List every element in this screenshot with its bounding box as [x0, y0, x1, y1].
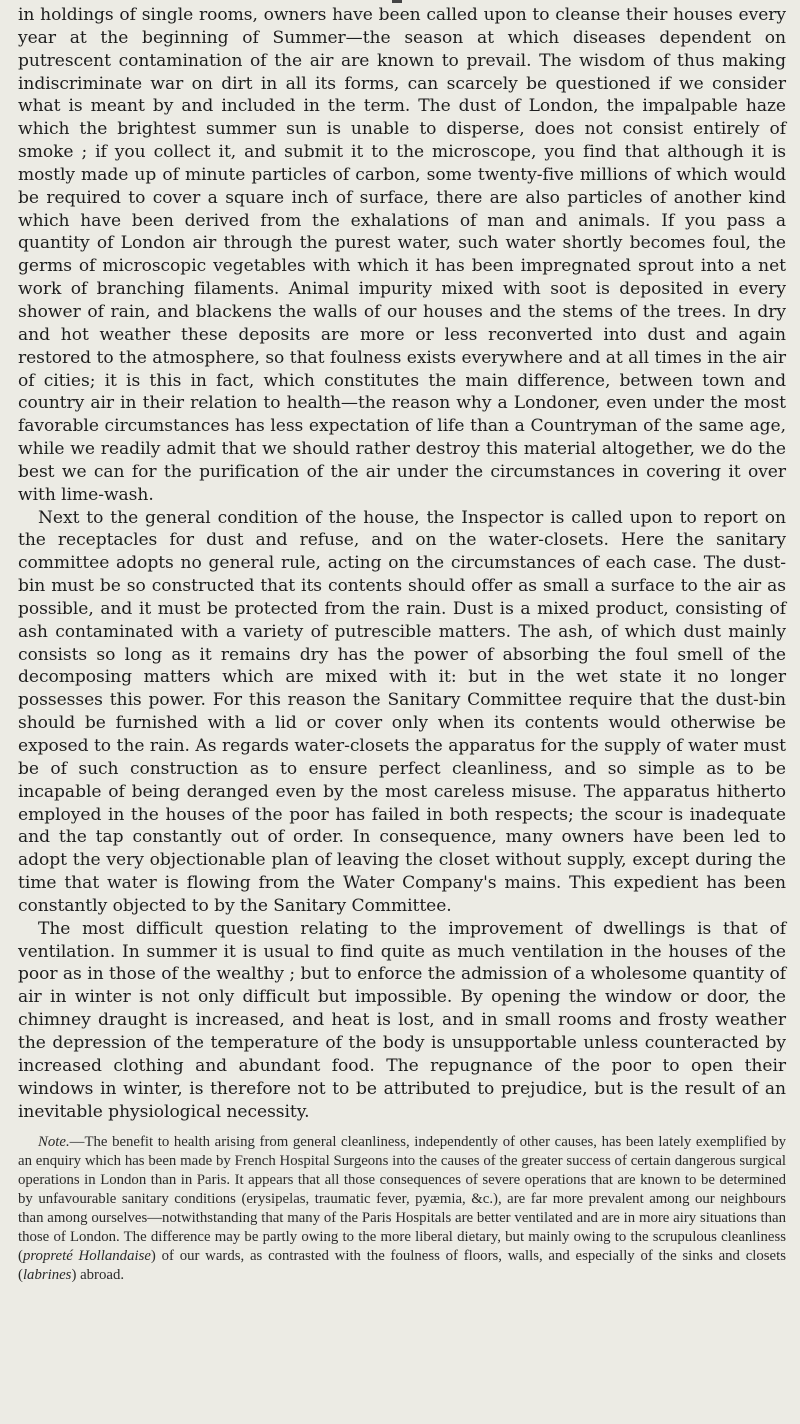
footnote-text-1: —The benefit to health arising from general cleanliness, independently of other causes, has been lately exemplified by an enquiry which has been made by French Hospital Surgeons into the causes of the greater success of certain dangerous surgical operations in London than in Paris. It appears that all those consequences of severe operations that are known to be determined by unfavourable sanitary conditions (erysipelas, traumatic fever, pyæmia, &c.), are far more prevalent among our neighbours than among ourselves—notwithstanding that many of the Paris Hospitals are better ventilated and are in more airy situations than those of London. The difference may be partly owing to the more liberal dietary, but mainly owing to the scrupulous cleanliness ( — [18, 1134, 786, 1265]
footnote — [18, 1133, 786, 1285]
page-top-mark — [392, 0, 402, 3]
footnote-text-2: ) of our wards, as contrasted with the foulness of floors, walls, and especially of the sinks and closets ( — [18, 1248, 786, 1284]
paragraph-dust-of-london: in holdings of single rooms, owners have been called upon to cleanse their houses every year at the beginning of Summer—the season at which diseases dependent on putrescent contamination of the air are known to prevail. The wisdom of thus making indiscriminate war on dirt in all its forms, can scarcely be questioned if we consider what is meant by and included in the term. The dust of London, the impalpable haze which the brightest summer sun is unable to disperse, does not consist entirely of smoke ; if you collect it, and submit it to the microscope, you find that although it is mostly made up of minute particles of carbon, some twenty-five millions of which would be required to cover a square inch of surface, there are also particles of another kind which have been derived from the exhalations of man and animals. If you pass a quantity of London air through the purest water, such water shortly becomes foul, the germs of microscopic vegetables with which it has been impregnated sprout into a net work of branching filaments. Animal impurity mixed with soot is deposited in every shower of rain, and blackens the walls of our houses and the stems of the trees. In dry and hot weather these deposits are more or less reconverted into dust and again restored to the atmosphere, so that foulness exists everywhere and at all times in the air of cities; it is this in fact, which constitutes the main difference, between town and country air in their relation to health—the reason why a Londoner, even under the most favorable circumstances has less expectation of life than a Countryman of the same age, while we readily admit that we should rather destroy this material altogether, we do the best we can for the purification of the air under the circumstances in covering it over with lime-wash. — [18, 5, 786, 505]
footnote-text-3: ) abroad. — [71, 1267, 125, 1284]
paragraph-dust-bins-closets: Next to the general condition of the house, the Inspector is called upon to report on the receptacles for dust and refuse, and on the water-closets. Here the sanitary committee adopts no general rule, acting on the circumstances of each case. The dust-bin must be so constructed that its contents should offer as small a surface to the air as possible, and it must be protected from the rain. Dust is a mixed product, consisting of ash contaminated with a variety of putrescible matters. The ash, of which dust mainly consists so long as it remains dry has the power of absorbing the foul smell of the decomposing matters which are mixed with it: but in the wet state it no longer possesses this power. For this reason the Sanitary Committee require that the dust-bin should be furnished with a lid or cover only when its contents would otherwise be exposed to the rain. As regards water-closets the apparatus for the supply of water must be of such construction as to ensure perfect cleanliness, and so simple as to be incapable of being deranged even by the most careless misuse. The apparatus hitherto employed in the houses of the poor has failed in both respects; the scour is inadequate and the tap constantly out of order. In consequence, many owners have been led to adopt the very objectionable plan of leaving the closet without supply, except during the time that water is flowing from the Water Company's mains. This expedient has been constantly objected to by the Sanitary Committee. — [18, 507, 786, 916]
footnote-lead: Note. — [38, 1134, 70, 1151]
footnote-italic-1: propreté Hollandaise — [22, 1248, 151, 1265]
footnote-italic-2: labrines — [22, 1267, 72, 1284]
paragraph-ventilation: The most difficult question relating to the improvement of dwellings is that of ventilation. In summer it is usual to find quite as much ventilation in the houses of the poor as in those of the wealthy ; but to enforce the admission of a wholesome quantity of air in winter is not only difficult but impossible. By opening the window or door, the chimney draught is increased, and heat is lost, and in small rooms and frosty weather the depression of the temperature of the body is unsupportable unless counteracted by increased clothing and abundant food. The repugnance of the poor to open their windows in winter, is therefore not to be attributed to prejudice, but is the result of an inevitable physiological necessity. — [18, 918, 786, 1122]
